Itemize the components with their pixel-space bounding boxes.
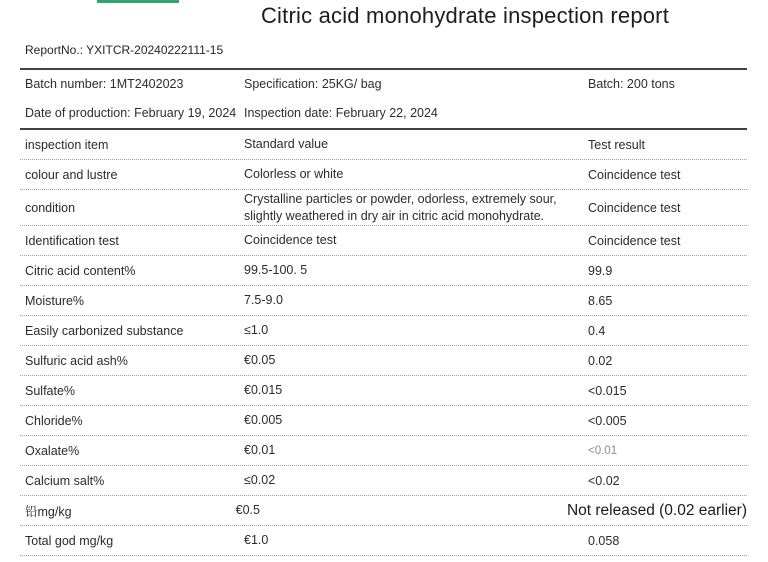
report-number: ReportNo.: YXITCR-20240222111-15 [25, 43, 224, 57]
table-body [20, 160, 747, 556]
standard-value-cell: €1.0 [244, 533, 269, 548]
inspection-item-cell: colour and lustre [25, 167, 118, 182]
inspection-item-cell: Easily carbonized substance [25, 323, 184, 338]
inspection-item-cell: Total god mg/kg [25, 533, 114, 548]
standard-value-cell: €0.005 [244, 413, 283, 428]
batch-number: Batch number: 1MT2402023 [25, 77, 184, 92]
test-result-cell: 8.65 [588, 293, 613, 308]
specification: Specification: 25KG/ bag [244, 77, 382, 92]
test-result-cell: 0.02 [588, 353, 613, 368]
table-row [20, 406, 747, 436]
table-row [20, 436, 747, 466]
batch-info-row-1 [20, 70, 747, 99]
test-result-cell: <0.015 [588, 383, 627, 398]
table-row [20, 160, 747, 190]
batch-total: Batch: 200 tons [588, 77, 675, 92]
test-result-cell: Not released (0.02 earlier) [566, 501, 747, 519]
table-row [20, 286, 747, 316]
standard-value-cell: ≤0.02 [244, 473, 276, 488]
table-row [20, 346, 747, 376]
table-row [20, 376, 747, 406]
standard-value-cell: €0.01 [244, 443, 276, 458]
standard-value-cell: Crystalline particles or powder, odorless, extremely sour, slightly weathered in dry air in citric acid monohydrate. [244, 192, 557, 223]
test-result-cell: Coincidence test [588, 200, 681, 215]
inspection-item-cell: Moisture% [25, 293, 85, 308]
inspection-item-cell: Identification test [25, 233, 119, 248]
test-result-cell: 99.9 [588, 263, 613, 278]
inspection-date: Inspection date: February 22, 2024 [244, 105, 438, 120]
date-of-production: Date of production: February 19, 2024 [25, 105, 237, 120]
inspection-item-cell: Sulfuric acid ash% [25, 353, 128, 368]
standard-value-cell: Coincidence test [244, 233, 337, 248]
table-row [20, 526, 747, 556]
inspection-item-cell: Calcium salt% [25, 473, 105, 488]
standard-value-cell: Colorless or white [244, 167, 344, 182]
test-result-cell: 0.058 [588, 533, 620, 548]
test-result-cell: Coincidence test [588, 233, 681, 248]
header-standard-value: Standard value [244, 137, 329, 152]
table-row [20, 190, 747, 226]
standard-value-cell: €0.05 [244, 353, 276, 368]
standard-value-cell: 99.5-100. 5 [244, 263, 308, 278]
standard-value-cell: ≤1.0 [244, 323, 269, 338]
test-result-cell: <0.02 [588, 473, 620, 488]
page-title: Citric acid monohydrate inspection report [260, 3, 670, 28]
inspection-item-cell: 铅mg/kg [25, 504, 72, 519]
test-result-cell: <0.005 [588, 413, 627, 428]
table-header-row [20, 130, 747, 160]
standard-value-cell: €0.015 [244, 383, 283, 398]
test-result-cell: <0.01 [588, 444, 618, 457]
header-test-result: Test result [588, 137, 645, 152]
table-row [20, 496, 747, 526]
inspection-item-cell: condition [25, 200, 76, 215]
inspection-item-cell: Sulfate% [25, 383, 76, 398]
table-row [20, 226, 747, 256]
table-row [20, 466, 747, 496]
header-inspection-item: inspection item [25, 137, 109, 152]
inspection-item-cell: Citric acid content% [25, 263, 136, 278]
standard-value-cell: €0.5 [235, 503, 260, 518]
batch-info-section [20, 68, 747, 130]
test-result-cell: Coincidence test [588, 167, 681, 182]
table-row [20, 256, 747, 286]
report-table [20, 68, 747, 556]
standard-value-cell: 7.5-9.0 [244, 293, 283, 308]
batch-info-row-2 [20, 99, 747, 128]
test-result-cell: 0.4 [588, 323, 606, 338]
inspection-item-cell: Oxalate% [25, 443, 80, 458]
inspection-item-cell: Chloride% [25, 413, 83, 428]
table-row [20, 316, 747, 346]
